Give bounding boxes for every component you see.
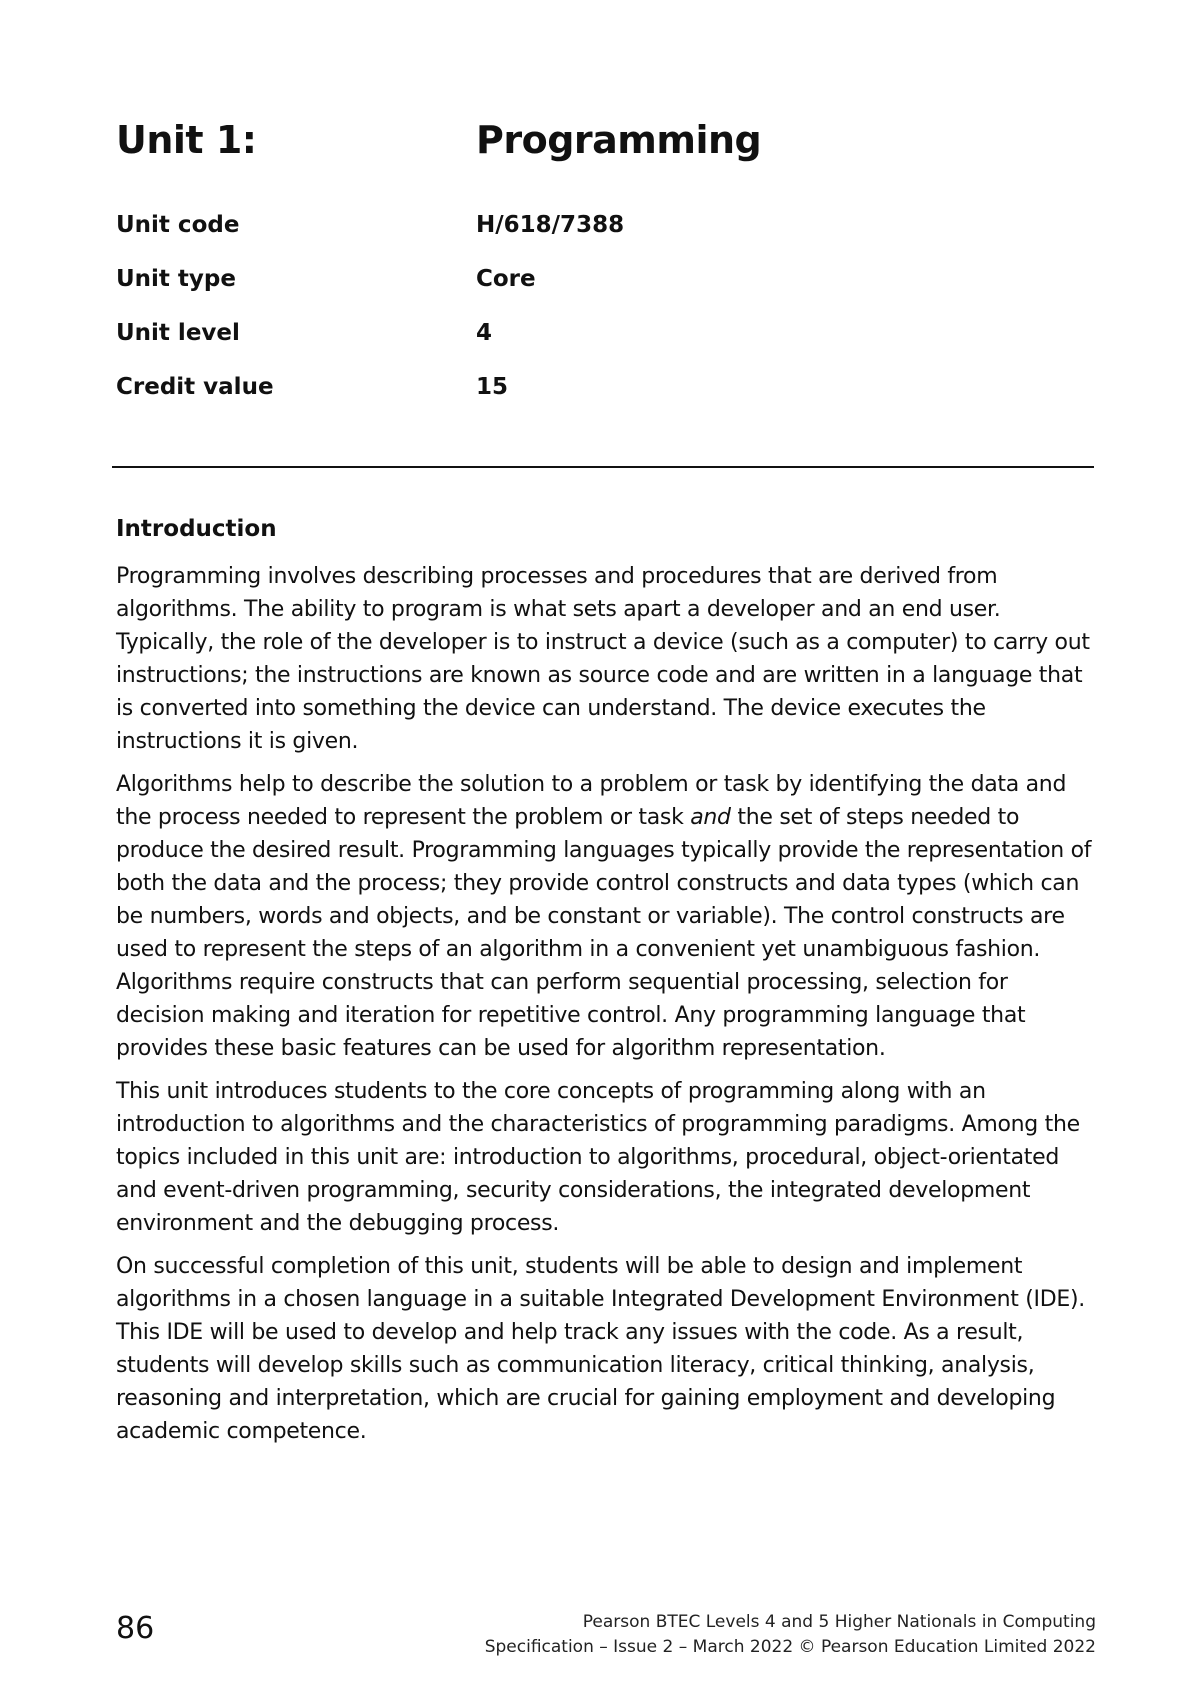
- unit-title: Programming: [476, 118, 762, 162]
- introduction-section: [116, 516, 1096, 1458]
- paragraph: Programming involves describing processes and procedures that are derived from algorithms. The ability to program is what sets apart a developer and an end user. Typically, the role of the developer is to instruct a device (such as a computer) to carry out instructions; the instructions are known as source code and are written in a language that is converted into something the device can understand. The device executes the instructions it is given.: [116, 564, 1090, 754]
- emphasis-text: and: [690, 805, 731, 830]
- unit-meta-table: [116, 212, 1096, 428]
- paragraph: This unit introduces students to the core concepts of programming along with an introduction to algorithms and the characteristics of programming paradigms. Among the topics included in this unit are: introduction to algorithms, procedural, object-orientated and event-driven programming, security considerations, the integrated development environment and the debugging process.: [116, 1079, 1080, 1236]
- page-number: 86: [116, 1611, 155, 1646]
- meta-row-unit-level: [116, 320, 1096, 374]
- footer-line: Specification – Issue 2 – March 2022 © Pearson Education Limited 2022: [484, 1637, 1096, 1657]
- meta-value: 15: [476, 374, 509, 400]
- paragraph: On successful completion of this unit, students will be able to design and implement algorithms in a chosen language in a suitable Integrated Development Environment (IDE). This IDE will be used to develop and help track any issues with the code. As a result, students will develop skills such as communication literacy, critical thinking, analysis, reasoning and interpretation, which are crucial for gaining employment and developing academic competence.: [116, 1254, 1085, 1444]
- paragraph-text: Algorithms help to describe the solution to a problem or task by identifying the data and the process needed to represent the problem or task: [116, 772, 1067, 830]
- paragraph-text: the set of steps needed to produce the desired result. Programming languages typically provide the representation of both the data and the process; they provide control constructs and data types (which can be numbers, words and objects, and be constant or variable). The control constructs are used to represent the steps of an algorithm in a convenient yet unambiguous fashion. Algorithms require constructs that can perform sequential processing, selection for decision making and iteration for repetitive control. Any programming language that provides these basic features can be used for algorithm representation.: [116, 805, 1092, 1061]
- section-divider: [112, 466, 1094, 468]
- meta-row-credit-value: [116, 374, 1096, 428]
- meta-label: Unit type: [116, 266, 236, 292]
- meta-row-unit-code: [116, 212, 1096, 266]
- section-heading: Introduction: [116, 516, 277, 542]
- meta-value: Core: [476, 266, 536, 292]
- footer-line: Pearson BTEC Levels 4 and 5 Higher Nationals in Computing: [582, 1612, 1096, 1632]
- unit-number: Unit 1:: [116, 118, 257, 162]
- meta-label: Unit code: [116, 212, 240, 238]
- meta-value: 4: [476, 320, 493, 346]
- paragraph: [116, 768, 1096, 1065]
- meta-label: Credit value: [116, 374, 274, 400]
- meta-value: H/618/7388: [476, 212, 625, 238]
- meta-row-unit-type: [116, 266, 1096, 320]
- footer-info: [485, 1610, 1096, 1660]
- meta-label: Unit level: [116, 320, 240, 346]
- unit-title-row: [116, 118, 1096, 178]
